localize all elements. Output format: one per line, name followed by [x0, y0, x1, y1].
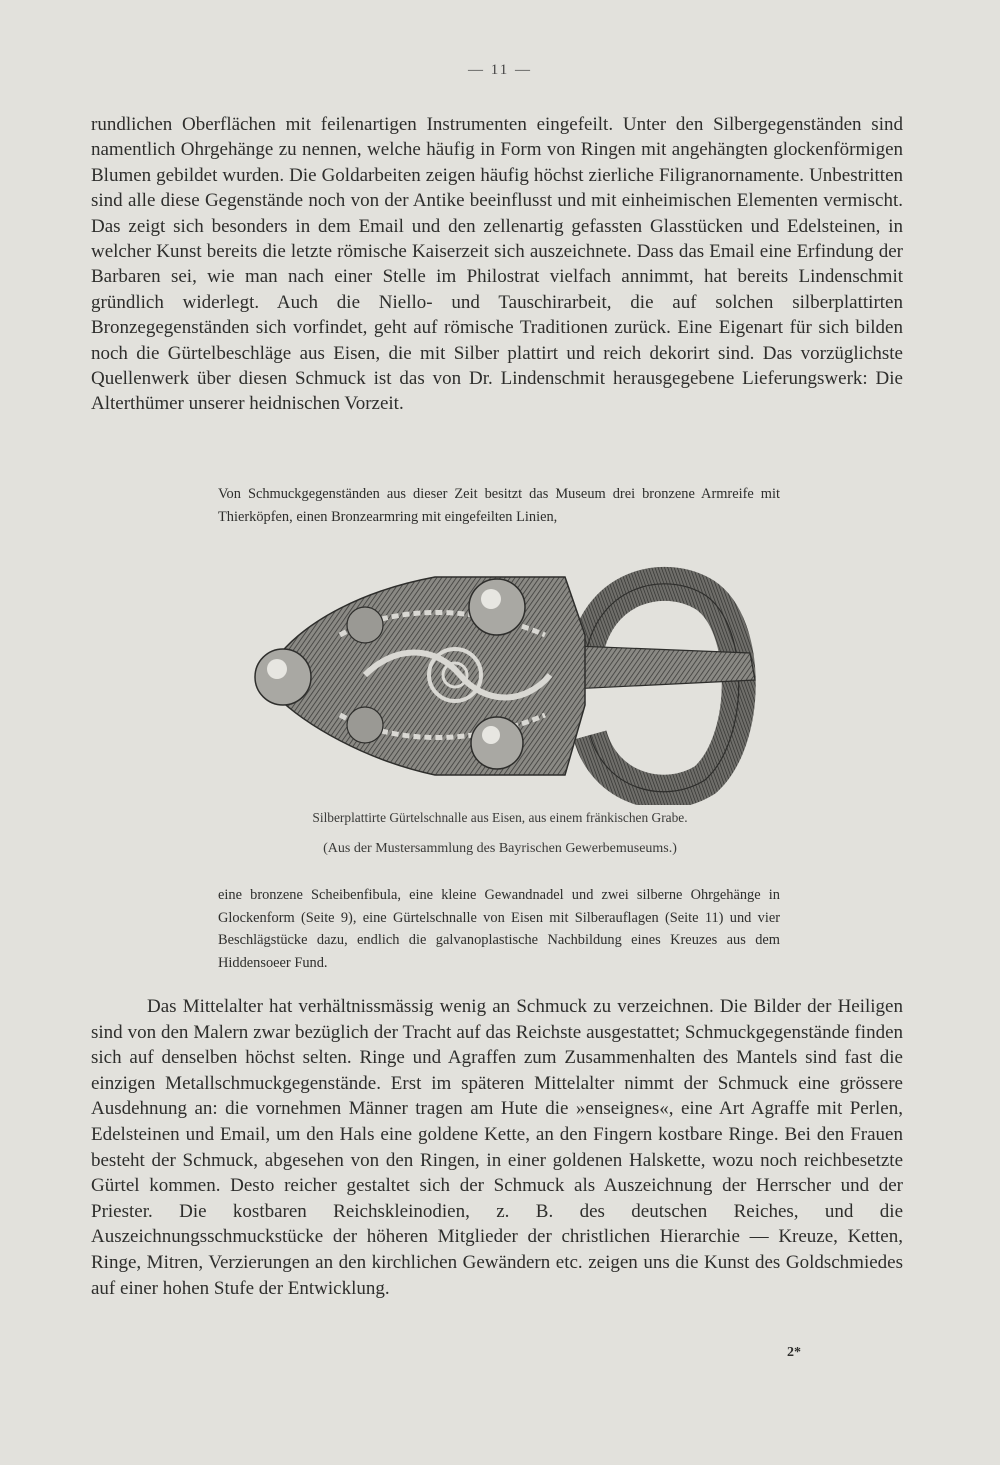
paragraph-small-2: eine bronzene Scheibenfibula, eine kleine Gewandnadel und zwei silberne Ohrgehänge in Glockenform (Seite 9), eine Gürtelschnalle von Eisen mit Silberauflagen (Seite 11) und vier Beschlägstücke dazu, endlich die galvanoplastische Nachbildung eines Kreuzes aus dem Hiddensoeer Fund.	[218, 887, 780, 971]
figure-source: (Aus der Mustersammlung des Bayrischen Gewerbemuseums.)	[323, 841, 677, 856]
signature-mark: 2*	[787, 1345, 801, 1360]
belt-buckle-figure	[245, 565, 765, 805]
page-number: — 11 —	[468, 62, 532, 78]
belt-buckle-icon	[245, 565, 765, 805]
paragraph-2: Das Mittelalter hat verhältnissmässig wenig an Schmuck zu verzeichnen. Die Bilder der Heiligen sind von den Malern zwar bezüglich der Tracht auf das Reichste ausgestattet; Schmuckgegenstände finden sich auf denselben höchst selten. Ringe und Agraffen zum Zusammenhalten des Mantels sind fast die einzigen Metallschmuckgegenstände. Erst im späteren Mittelalter nimmt der Schmuck eine grössere Ausdehnung an: die vornehmen Männer tragen am Hute die »enseignes«, eine Art Agraffe mit Perlen, Edelsteinen und Email, um den Hals eine goldene Kette, an den Fingern kostbare Ringe. Bei den Frauen besteht der Schmuck, abgesehen von den Ringen, in einer goldenen Halskette, wozu noch reichbesetzte Gürtel kommen. Desto reicher gestaltet sich der Schmuck als Auszeichnung der Herrscher und der Priester. Die kostbaren Reichskleinodien, z. B. des deutschen Reiches, und die Auszeichnungsschmuckstücke der höheren Mitglieder der christlichen Hierarchie — Kreuze, Ketten, Ringe, Mitren, Verzierungen an den kirchlichen Gewändern etc. zeigen uns die Kunst des Goldschmiedes auf einer hohen Stufe der Entwicklung.	[91, 996, 903, 1299]
paragraph-1: rundlichen Oberflächen mit feilenartigen Instrumenten eingefeilt. Unter den Silbergegenständen sind namentlich Ohrgehänge zu nennen, welche häufig in Form von Ringen mit angehängten glockenförmigen Blumen gebildet wurden. Die Goldarbeiten zeigen häufig höchst zierliche Filigranornamente. Unbestritten sind alle diese Gegenstände noch von der Antike beeinflusst und mit einheimischen Elementen vermischt. Das zeigt sich besonders in dem Email und den zellenartig gefassten Glasstücken und Edelsteinen, in welcher Kunst bereits die letzte römische Kaiserzeit sich auszeichnete. Dass das Email eine Erfindung der Barbaren sei, wie man nach einer Stelle im Philostrat vielfach annimmt, hat bereits Lindenschmit gründlich widerlegt. Auch die Niello- und Tauschirarbeit, die auf solchen silberplattirten Bronzegegenständen sich vorfindet, geht auf römische Traditionen zurück. Eine Eigenart für sich bilden noch die Gürtelbeschläge aus Eisen, die mit Silber plattirt und reich dekorirt sind. Das vorzüglichste Quellenwerk über diesen Schmuck ist das von Dr. Lindenschmit herausgegebene Lieferungswerk: Die Alterthümer unserer heidnischen Vorzeit.	[91, 114, 903, 415]
paragraph-small-1: Von Schmuckgegenständen aus dieser Zeit besitzt das Museum drei bronzene Armreife mit Thierköpfen, einen Bronzearmring mit eingefeilten Linien,	[218, 486, 780, 525]
figure-caption: Silberplattirte Gürtelschnalle aus Eisen, aus einem fränkischen Grabe.	[312, 810, 688, 825]
